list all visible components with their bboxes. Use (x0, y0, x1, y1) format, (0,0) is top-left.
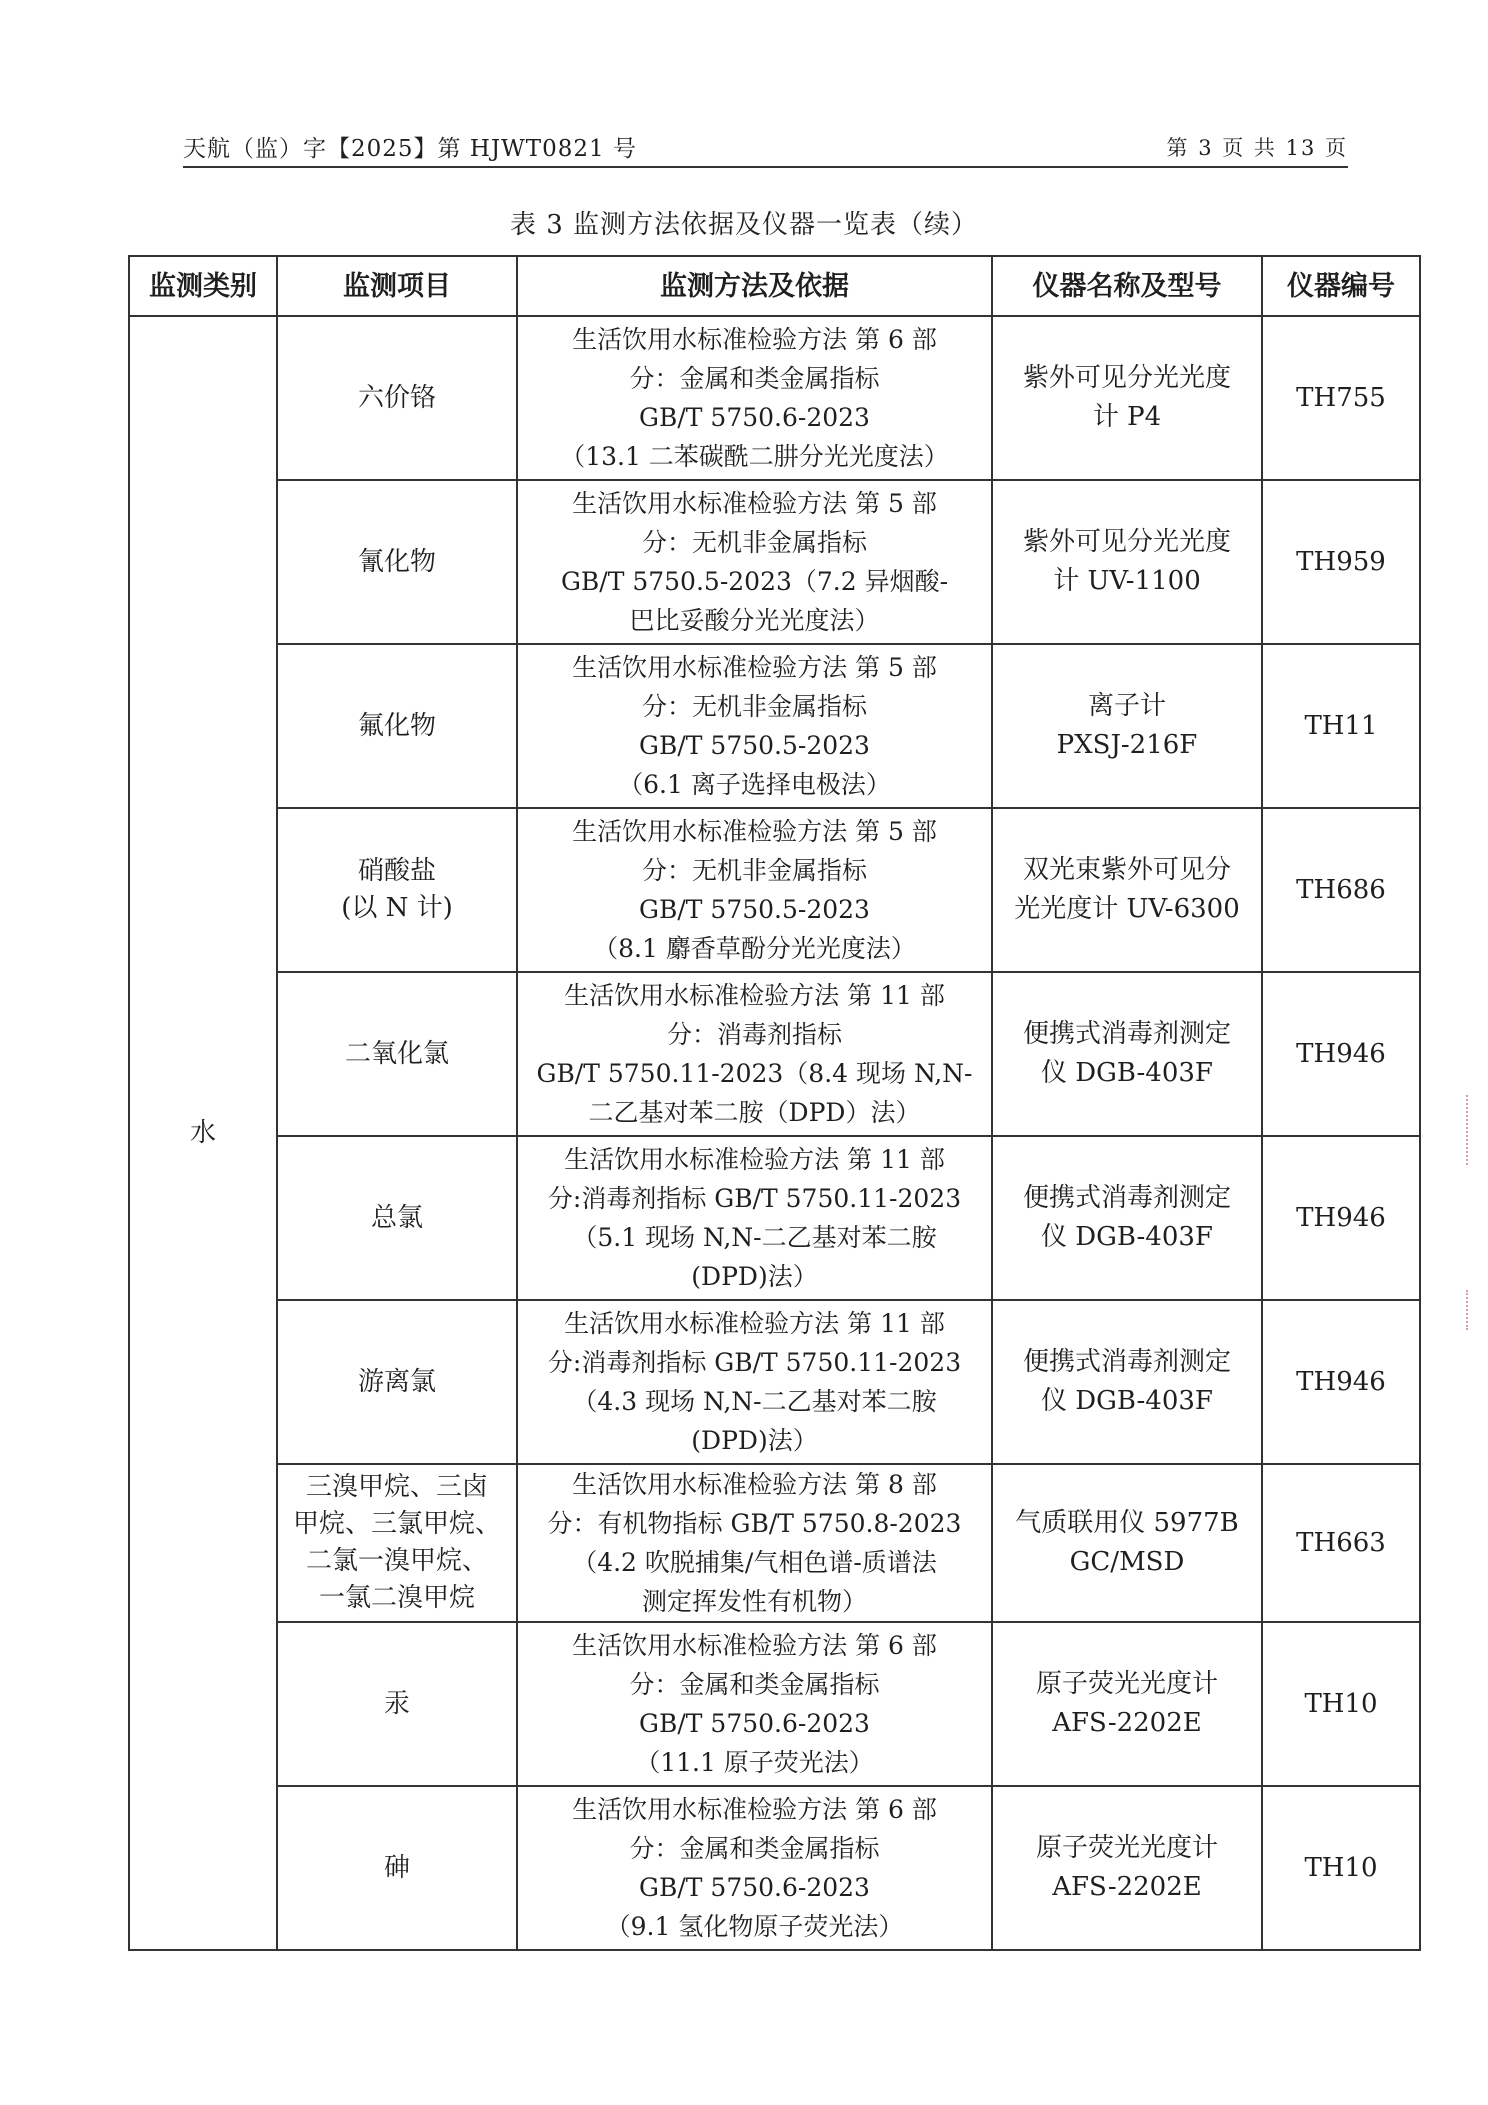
instrument-cell-line: AFS-2202E (1052, 1872, 1202, 1902)
page-number: 第 3 页 共 13 页 (1166, 136, 1348, 160)
method-cell (517, 972, 992, 1136)
table-row (129, 1622, 1420, 1786)
table-caption: 表 3 监测方法依据及仪器一览表（续） (509, 210, 979, 240)
instrument-cell (992, 1300, 1262, 1464)
table-header-row (129, 256, 1420, 316)
item-cell (277, 1300, 517, 1464)
category-cell: 水 (129, 316, 277, 1950)
method-cell-line: 生活饮用水标准检验方法 第 5 部 (572, 817, 937, 846)
method-cell-line: (DPD)法） (691, 1262, 818, 1291)
instrument-cell (992, 1786, 1262, 1950)
instrument-cell-line: 便携式消毒剂测定 (1022, 1183, 1231, 1213)
item-cell-line: 硝酸盐 (357, 856, 436, 886)
method-cell-line: （8.1 麝香草酚分光光度法） (593, 934, 916, 963)
item-cell-line: 氟化物 (357, 710, 436, 741)
item-cell-line: 总氯 (370, 1202, 423, 1233)
method-cell-line: （9.1 氢化物原子荧光法） (605, 1912, 904, 1941)
instrument-cell-line: PXSJ-216F (1056, 730, 1198, 760)
method-cell-line: （4.2 吹脱捕集/气相色谱-质谱法 (572, 1548, 937, 1577)
column-header-instrument: 仪器名称及型号 (992, 256, 1262, 316)
instrument-cell-line: 便携式消毒剂测定 (1022, 1019, 1231, 1049)
method-cell-line: GB/T 5750.5-2023 (639, 895, 870, 924)
item-cell (277, 808, 517, 972)
item-cell-line: 甲烷、三氯甲烷、 (292, 1509, 501, 1539)
method-cell-line: 分:消毒剂指标 GB/T 5750.11-2023 (547, 1184, 962, 1213)
method-cell-line: GB/T 5750.11-2023（8.4 现场 N,N- (536, 1059, 973, 1088)
table-row (129, 972, 1420, 1136)
instrument-id-cell: TH663 (1262, 1464, 1420, 1622)
item-cell-line: 二氧化氯 (344, 1038, 449, 1069)
item-cell-line: 一氯二溴甲烷 (318, 1583, 475, 1613)
table-row (129, 808, 1420, 972)
instrument-cell-line: 仪 DGB-403F (1041, 1386, 1213, 1416)
method-cell (517, 808, 992, 972)
column-header-instrument-id: 仪器编号 (1262, 256, 1420, 316)
method-cell-line: （4.3 现场 N,N-二乙基对苯二胺 (572, 1387, 937, 1416)
instrument-cell-line: 仪 DGB-403F (1041, 1058, 1213, 1088)
instrument-cell (992, 1622, 1262, 1786)
table-row (129, 1464, 1420, 1622)
instrument-cell (992, 1464, 1262, 1622)
method-cell-line: 分：金属和类金属指标 (629, 1670, 880, 1699)
item-cell (277, 316, 517, 480)
instrument-cell-line: GC/MSD (1069, 1547, 1185, 1577)
item-cell (277, 1786, 517, 1950)
method-cell-line: GB/T 5750.5-2023 (639, 731, 870, 760)
method-cell-line: （5.1 现场 N,N-二乙基对苯二胺 (572, 1223, 937, 1252)
method-cell-line: 生活饮用水标准检验方法 第 8 部 (572, 1470, 937, 1499)
instrument-cell-line: 仪 DGB-403F (1041, 1222, 1213, 1252)
method-cell (517, 1622, 992, 1786)
instrument-id-cell: TH755 (1262, 316, 1420, 480)
table-body (129, 316, 1420, 1950)
instrument-cell (992, 972, 1262, 1136)
method-cell-line: 生活饮用水标准检验方法 第 11 部 (564, 1309, 945, 1338)
column-header-item: 监测项目 (277, 256, 517, 316)
instrument-cell (992, 316, 1262, 480)
method-cell-line: (DPD)法） (691, 1426, 818, 1455)
method-cell-line: 分：无机非金属指标 (641, 856, 867, 885)
instrument-cell (992, 808, 1262, 972)
column-header-method: 监测方法及依据 (517, 256, 992, 316)
method-cell-line: 分：无机非金属指标 (641, 528, 867, 557)
instrument-id-cell: TH946 (1262, 972, 1420, 1136)
instrument-cell-line: 计 UV-1100 (1053, 566, 1201, 596)
instrument-cell-line: 便携式消毒剂测定 (1022, 1347, 1231, 1377)
method-cell-line: 生活饮用水标准检验方法 第 5 部 (572, 489, 937, 518)
item-cell-line: 游离氯 (357, 1366, 436, 1397)
method-cell-line: 生活饮用水标准检验方法 第 6 部 (572, 1795, 937, 1824)
instrument-cell-line: 气质联用仪 5977B (1015, 1508, 1239, 1538)
method-cell (517, 1464, 992, 1622)
method-cell-line: GB/T 5750.5-2023（7.2 异烟酸- (560, 567, 949, 596)
instrument-id-cell: TH946 (1262, 1300, 1420, 1464)
method-cell-line: 生活饮用水标准检验方法 第 6 部 (572, 1631, 937, 1660)
item-cell-line: 六价铬 (357, 382, 436, 413)
item-cell (277, 1622, 517, 1786)
item-cell (277, 1464, 517, 1622)
instrument-cell (992, 1136, 1262, 1300)
method-cell-line: 分：金属和类金属指标 (629, 1834, 880, 1863)
method-cell-line: 生活饮用水标准检验方法 第 11 部 (564, 981, 945, 1010)
method-cell-line: 分：金属和类金属指标 (629, 364, 880, 393)
method-cell-line: 二乙基对苯二胺（DPD）法） (588, 1098, 921, 1127)
table-row (129, 316, 1420, 480)
method-cell-line: 巴比妥酸分光光度法） (629, 606, 880, 635)
instrument-cell-line: 紫外可见分光光度 (1022, 363, 1231, 393)
table-row (129, 1300, 1420, 1464)
item-cell (277, 1136, 517, 1300)
method-cell-line: 生活饮用水标准检验方法 第 5 部 (572, 653, 937, 682)
instrument-id-cell: TH10 (1262, 1786, 1420, 1950)
item-cell (277, 480, 517, 644)
instrument-id-cell: TH686 (1262, 808, 1420, 972)
instrument-id-cell: TH946 (1262, 1136, 1420, 1300)
method-cell-line: （11.1 原子荧光法） (635, 1748, 874, 1777)
method-cell-line: 生活饮用水标准检验方法 第 6 部 (572, 325, 937, 354)
method-cell-line: （6.1 离子选择电极法） (618, 770, 891, 799)
instrument-cell-line: 原子荧光光度计 (1035, 1833, 1218, 1863)
instrument-id-cell: TH959 (1262, 480, 1420, 644)
method-cell-line: 分：有机物指标 GB/T 5750.8-2023 (547, 1509, 962, 1538)
item-cell-line: 氰化物 (357, 546, 436, 577)
header-rule (183, 166, 1348, 168)
instrument-cell-line: 双光束紫外可见分 (1022, 855, 1231, 885)
instrument-cell-line: AFS-2202E (1052, 1708, 1202, 1738)
method-cell-line: 生活饮用水标准检验方法 第 11 部 (564, 1145, 945, 1174)
table-row (129, 480, 1420, 644)
instrument-cell (992, 644, 1262, 808)
instrument-cell-line: 紫外可见分光光度 (1022, 527, 1231, 557)
method-cell-line: 测定挥发性有机物） (641, 1587, 867, 1616)
method-cell (517, 1786, 992, 1950)
method-cell-line: 分:消毒剂指标 GB/T 5750.11-2023 (547, 1348, 962, 1377)
method-cell-line: 分：消毒剂指标 (666, 1020, 842, 1049)
edge-stamp-mark (1466, 1095, 1476, 1165)
method-cell-line: GB/T 5750.6-2023 (639, 403, 870, 432)
item-cell-line: 三溴甲烷、三卤 (305, 1472, 488, 1502)
instrument-cell-line: 离子计 (1087, 691, 1166, 721)
method-cell-line: （13.1 二苯碳酰二肼分光光度法） (560, 442, 949, 471)
method-cell (517, 1300, 992, 1464)
instrument-cell-line: 光光度计 UV-6300 (1014, 894, 1240, 924)
method-cell (517, 480, 992, 644)
table-row (129, 644, 1420, 808)
method-cell (517, 644, 992, 808)
instrument-cell (992, 480, 1262, 644)
table-row (129, 1136, 1420, 1300)
item-cell-line: 砷 (383, 1852, 410, 1883)
report-number: 天航（监）字【2025】第 HJWT0821 号 (183, 136, 637, 162)
instrument-cell-line: 计 P4 (1092, 402, 1162, 432)
method-cell-line: GB/T 5750.6-2023 (639, 1873, 870, 1902)
item-cell (277, 972, 517, 1136)
instrument-id-cell: TH10 (1262, 1622, 1420, 1786)
item-cell-line: 汞 (383, 1688, 410, 1719)
instrument-cell-line: 原子荧光光度计 (1035, 1669, 1218, 1699)
method-cell-line: GB/T 5750.6-2023 (639, 1709, 870, 1738)
method-cell (517, 1136, 992, 1300)
column-header-category: 监测类别 (129, 256, 277, 316)
method-cell (517, 316, 992, 480)
table-row (129, 1786, 1420, 1950)
item-cell (277, 644, 517, 808)
edge-stamp-mark (1466, 1290, 1476, 1330)
item-cell-line: 二氯一溴甲烷、 (305, 1546, 488, 1576)
item-cell-line: (以 N 计) (341, 893, 453, 923)
method-instrument-table (128, 255, 1421, 1951)
method-cell-line: 分：无机非金属指标 (641, 692, 867, 721)
instrument-id-cell: TH11 (1262, 644, 1420, 808)
